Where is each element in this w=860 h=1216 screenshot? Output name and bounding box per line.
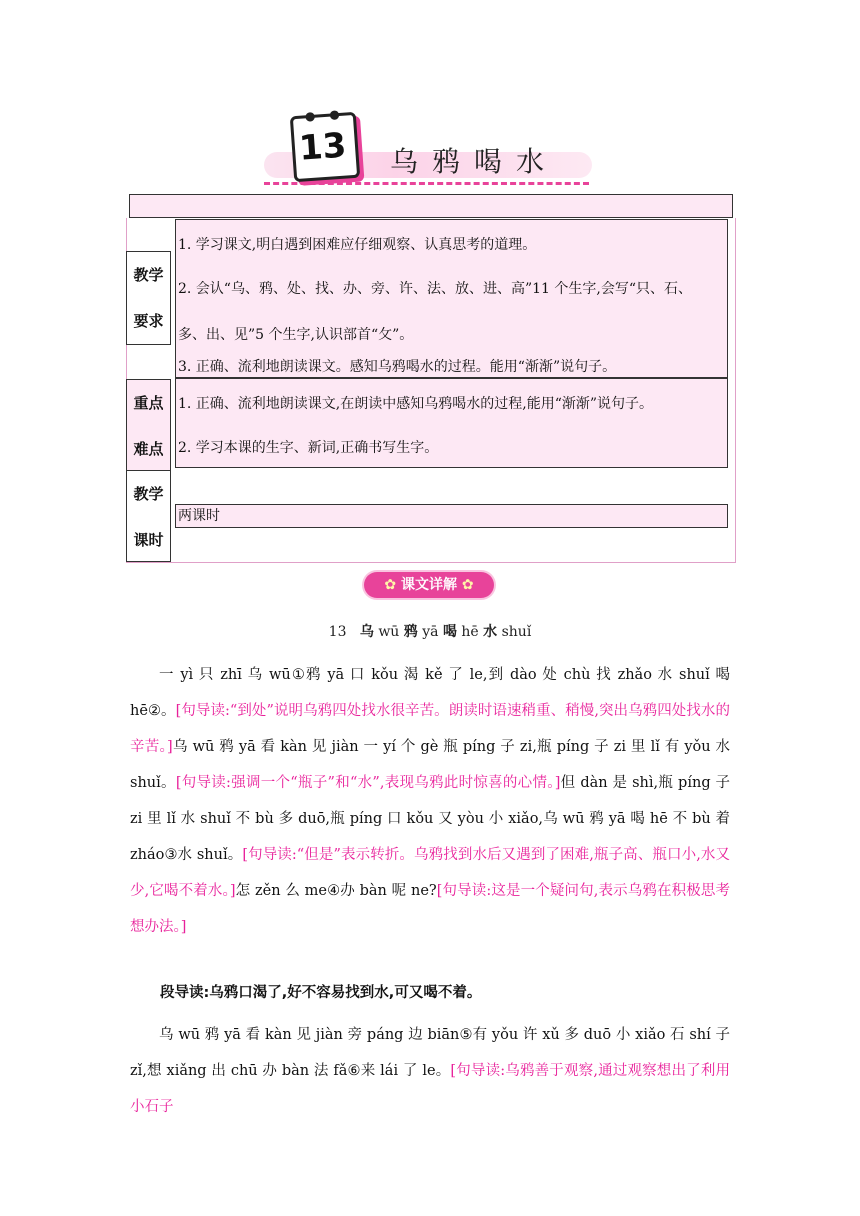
- key-point-item: 2. 学习本课的生字、新词,正确书写生字。: [178, 440, 439, 456]
- row-label-line2: 要求: [133, 312, 164, 330]
- star-icon: ✿: [384, 577, 397, 593]
- sentence-guide: [句导读:乌鸦善于观察,通过观察想出了利用小石子: [130, 1063, 730, 1115]
- sentence-guide: [句导读:强调一个“瓶子”和“水”,表现乌鸦此时惊喜的心情。]: [175, 775, 561, 791]
- lesson-title: 乌鸦喝水: [390, 145, 559, 178]
- row-label-class-hours: [126, 470, 171, 562]
- heading-pinyin: yā: [422, 624, 439, 640]
- requirement-item: 3. 正确、流利地朗读课文。感知乌鸦喝水的过程。能用“渐渐”说句子。: [178, 359, 617, 375]
- lesson-number: 13: [297, 125, 348, 169]
- text-sentence: 乌 wū 鸦 yā 看 kàn 见 jiàn 旁 páng 边 biān⑤有 yǒu 许 xǔ 多 duō 小 xiǎo 石 shí 子 zǐ,想 xiǎng 出 chū 办 bàn 法 fǎ⑥来 lái 了 le。: [130, 1027, 730, 1079]
- requirement-item: 1. 学习课文,明白遇到困难应仔细观察、认真思考的道理。: [178, 237, 537, 253]
- banner-dashed-line: [264, 182, 589, 185]
- calendar-icon: [290, 105, 360, 182]
- heading-pinyin: hē: [461, 624, 479, 640]
- text-sentence: 怎 zěn 么 me④办 bàn 呢 ne?: [235, 883, 437, 899]
- sentence-guide: [句导读:这是一个疑问句,表示乌鸦在积极思考想办法。]: [130, 883, 730, 935]
- text-sentence: 乌 wū 鸦 yā 看 kàn 见 jiàn 一 yí 个 gè 瓶 píng 子 zi,瓶 píng 子 zi 里 lǐ 有 yǒu 水 shuǐ。: [130, 739, 730, 791]
- sentence-guide: [句导读:“到处”说明乌鸦四处找水很辛苦。朗读时语速稍重、稍慢,突出乌鸦四处找水的辛苦。]: [130, 703, 730, 755]
- text-paragraph-2: [130, 1017, 730, 1125]
- row-label-line1: 重点: [133, 394, 164, 412]
- row-label-line1: 教学: [133, 485, 164, 503]
- paragraph-guide: 段导读:乌鸦口渴了,好不容易找到水,可又喝不着。: [160, 985, 482, 1001]
- heading-char: 乌: [359, 624, 374, 640]
- lesson-title-banner: [262, 105, 597, 190]
- heading-pinyin: wū: [378, 624, 400, 640]
- text-paragraph-1: [130, 657, 730, 945]
- class-hours-value: 两课时: [178, 508, 220, 524]
- text-heading: [0, 621, 860, 641]
- text-sentence: 一 yì 只 zhī 乌 wū①鸦 yā 口 kǒu 渴 kě 了 le,到 dào 处 chù 找 zhǎo 水 shuǐ 喝 hē②。: [130, 667, 730, 719]
- row-label-line2: 难点: [133, 440, 164, 458]
- row-label-key-points: [126, 379, 171, 471]
- text-sentence: 但 dàn 是 shì,瓶 píng 子 zi 里 lǐ 水 shuǐ 不 bù 多 duō,瓶 píng 口 kǒu 又 yòu 小 xiǎo,乌 wū 鸦 yā 喝 hē 不 bù 着 zháo③水 shuǐ。: [130, 775, 730, 863]
- section-badge: [364, 572, 494, 598]
- row-label-line2: 课时: [133, 531, 164, 549]
- heading-pinyin: shuǐ: [501, 624, 532, 640]
- star-icon: ✿: [461, 577, 474, 593]
- class-hours-content: [175, 504, 728, 528]
- sentence-guide: [句导读:“但是”表示转折。乌鸦找到水后又遇到了困难,瓶子高、瓶口小,水又少,它喝不着水。]: [130, 847, 731, 899]
- row-label-requirements: [126, 251, 171, 345]
- heading-char: 水: [483, 624, 498, 640]
- row-label-line1: 教学: [133, 266, 164, 284]
- section-badge-label: 课文详解: [401, 577, 457, 593]
- heading-number: 13: [328, 624, 347, 640]
- key-point-item: 1. 正确、流利地朗读课文,在朗读中感知乌鸦喝水的过程,能用“渐渐”说句子。: [178, 396, 654, 412]
- requirements-content: [175, 219, 728, 378]
- requirement-item: 2. 会认“乌、鸦、处、找、办、旁、许、法、放、进、高”11 个生字,会写“只、石、: [178, 281, 692, 297]
- heading-char: 鸦: [403, 624, 418, 640]
- key-points-content: [175, 378, 728, 468]
- requirement-item: 多、出、见”5 个生字,认识部首“攵”。: [178, 327, 414, 343]
- heading-char: 喝: [442, 624, 457, 640]
- calendar-rings: ●●: [304, 105, 355, 124]
- table-top-bar: [129, 194, 733, 218]
